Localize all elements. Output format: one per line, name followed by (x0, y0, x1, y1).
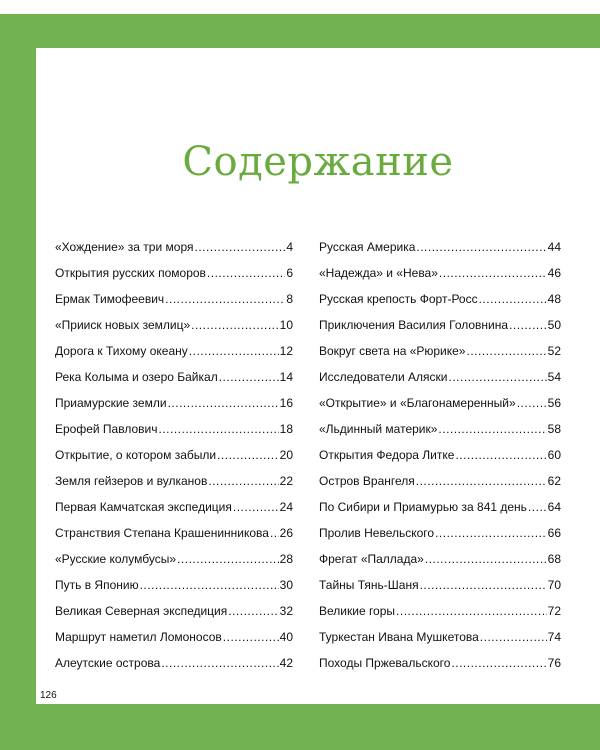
toc-entry[interactable] (319, 240, 561, 266)
toc-dot-leader (208, 474, 278, 488)
toc-entry[interactable] (319, 656, 561, 682)
toc-entry[interactable] (319, 292, 561, 318)
toc-entry[interactable] (319, 266, 561, 292)
toc-entry-page: 42 (279, 656, 293, 670)
toc-entry[interactable] (319, 578, 561, 604)
toc-dot-leader (449, 370, 547, 384)
toc-entry-title: Река Колыма и озеро Байкал (55, 370, 218, 384)
toc-entry-title: Открытия Федора Литке (319, 448, 455, 462)
toc-entry[interactable] (319, 604, 561, 630)
toc-entry-page: 58 (547, 422, 561, 436)
toc-entry-title: Ермак Тимофеевич (55, 292, 165, 306)
toc-entry-page: 72 (547, 604, 561, 618)
toc-entry-title: Туркестан Ивана Мушкетова (319, 630, 479, 644)
toc-dot-leader (528, 500, 547, 514)
toc-entry[interactable] (55, 448, 293, 474)
toc-dot-leader (194, 240, 285, 254)
toc-entry-title: «Льдинный материк» (319, 422, 438, 436)
toc-entry[interactable] (55, 266, 293, 292)
toc-entry[interactable] (319, 318, 561, 344)
toc-entry[interactable] (319, 474, 561, 500)
toc-dot-leader (480, 630, 547, 644)
toc-entry-page: 22 (279, 474, 293, 488)
toc-entry-title: Исследователи Аляски (319, 370, 448, 384)
toc-entry-title: Походы Пржевальского (319, 656, 451, 670)
toc-entry-title: Приамурские земли (55, 396, 167, 410)
toc-dot-leader (439, 266, 547, 280)
toc-entry-page: 68 (547, 552, 561, 566)
toc-dot-leader (168, 396, 279, 410)
toc-column-right (319, 240, 561, 682)
toc-entry[interactable] (319, 552, 561, 578)
page-title: Содержание (182, 139, 454, 185)
toc-entry-page: 18 (279, 422, 293, 436)
toc-entry[interactable] (55, 552, 293, 578)
toc-entry-page: 54 (547, 370, 561, 384)
toc-entry-page: 10 (279, 318, 293, 332)
toc-entry-title: Тайны Тянь-Шаня (319, 578, 419, 592)
toc-entry-page: 48 (547, 292, 561, 306)
toc-entry[interactable] (319, 344, 561, 370)
toc-dot-leader (177, 552, 279, 566)
page-number: 126 (40, 690, 57, 701)
toc-entry-title: По Сибири и Приамурью за 841 день (319, 500, 527, 514)
toc-entry-page: 76 (547, 656, 561, 670)
toc-entry[interactable] (55, 526, 293, 552)
toc-entry-page: 56 (547, 396, 561, 410)
toc-entry[interactable] (319, 500, 561, 526)
toc-entry-page: 66 (547, 526, 561, 540)
toc-entry-title: Русская Америка (319, 240, 416, 254)
toc-entry-page: 60 (547, 448, 561, 462)
toc-dot-leader (228, 604, 278, 618)
toc-dot-leader (479, 292, 547, 306)
toc-entry-title: Странствия Степана Крашенинникова (55, 526, 269, 540)
toc-entry-title: Маршрут наметил Ломоносов (55, 630, 222, 644)
toc-dot-leader (509, 318, 547, 332)
toc-entry-title: Ерофей Павлович (55, 422, 158, 436)
toc-entry-title: Путь в Японию (55, 578, 139, 592)
toc-entry-page: 64 (547, 500, 561, 514)
toc-entry-page: 44 (547, 240, 561, 254)
green-frame-left (0, 14, 36, 704)
toc-entry-page: 32 (279, 604, 293, 618)
toc-entry[interactable] (55, 656, 293, 682)
toc-entry-title: Земля гейзеров и вулканов (55, 474, 208, 488)
toc-entry[interactable] (55, 292, 293, 318)
green-frame-top (0, 14, 600, 48)
toc-entry-page: 8 (286, 292, 293, 306)
toc-entry[interactable] (55, 630, 293, 656)
toc-entry-title: «Надежда» и «Нева» (319, 266, 438, 280)
toc-entry[interactable] (55, 370, 293, 396)
toc-entry[interactable] (55, 344, 293, 370)
toc-dot-leader (435, 526, 547, 540)
toc-entry-page: 16 (279, 396, 293, 410)
toc-entry-title: Русская крепость Форт-Росс (319, 292, 478, 306)
toc-entry[interactable] (55, 604, 293, 630)
toc-entry[interactable] (55, 578, 293, 604)
toc-dot-leader (451, 656, 546, 670)
toc-dot-leader (161, 656, 278, 670)
toc-entry-page: 40 (279, 630, 293, 644)
toc-entry-page: 74 (547, 630, 561, 644)
toc-dot-leader (517, 396, 547, 410)
toc-entry[interactable] (55, 318, 293, 344)
toc-entry-title: «Открытие» и «Благонамеренный» (319, 396, 516, 410)
toc-dot-leader (233, 500, 279, 514)
toc-entry-page: 50 (547, 318, 561, 332)
toc-dot-leader (140, 578, 279, 592)
toc-dot-leader (438, 422, 546, 436)
toc-dot-leader (420, 578, 547, 592)
toc-entry-title: «Прииск новых землиц» (55, 318, 191, 332)
toc-entry-page: 28 (279, 552, 293, 566)
toc-dot-leader (189, 344, 279, 358)
toc-entry[interactable] (55, 500, 293, 526)
toc-dot-leader (416, 240, 546, 254)
toc-entry-page: 20 (279, 448, 293, 462)
toc-dot-leader (165, 292, 285, 306)
toc-entry-title: «Русские колумбусы» (55, 552, 177, 566)
toc-entry-page: 30 (279, 578, 293, 592)
toc-entry-title: Алеутские острова (55, 656, 161, 670)
toc-entry-title: Фрегат «Паллада» (319, 552, 424, 566)
toc-dot-leader (416, 474, 547, 488)
toc-entry-title: Великая Северная экспедиция (55, 604, 228, 618)
toc-dot-leader (219, 370, 279, 384)
toc-entry[interactable] (55, 240, 293, 266)
toc-entry-title: Великие горы (319, 604, 396, 618)
toc-entry[interactable] (319, 422, 561, 448)
toc-dot-leader (223, 630, 279, 644)
toc-entry[interactable] (55, 396, 293, 422)
toc-entry-title: Остров Врангеля (319, 474, 415, 488)
toc-entry-page: 4 (286, 240, 293, 254)
toc-entry[interactable] (55, 422, 293, 448)
toc-entry-title: Пролив Невельского (319, 526, 435, 540)
toc-dot-leader (270, 526, 279, 540)
toc-dot-leader (425, 552, 547, 566)
toc-entry-page: 12 (279, 344, 293, 358)
toc-entry-title: Вокруг света на «Рюрике» (319, 344, 466, 358)
toc-entry-page: 14 (279, 370, 293, 384)
toc-entry-title: Первая Камчатская экспедиция (55, 500, 232, 514)
toc-entry-page: 52 (547, 344, 561, 358)
toc-entry-page: 26 (279, 526, 293, 540)
toc-dot-leader (191, 318, 279, 332)
toc-entry[interactable] (55, 474, 293, 500)
toc-entry-title: Открытия русских поморов (55, 266, 206, 280)
toc-entry-title: «Хождение» за три моря (55, 240, 194, 254)
toc-entry[interactable] (319, 396, 561, 422)
toc-dot-leader (158, 422, 278, 436)
toc-dot-leader (207, 266, 285, 280)
toc-entry-page: 70 (547, 578, 561, 592)
toc-entry-title: Дорога к Тихому океану (55, 344, 188, 358)
toc-entry-page: 46 (547, 266, 561, 280)
toc-entry-page: 24 (279, 500, 293, 514)
toc-entry-page: 62 (547, 474, 561, 488)
toc-entry-title: Открытие, о котором забыли (55, 448, 217, 462)
toc-entry[interactable] (319, 370, 561, 396)
toc-dot-leader (455, 448, 546, 462)
toc-entry-page: 6 (286, 266, 293, 280)
toc-column-left (55, 240, 293, 682)
toc-entry-title: Приключения Василия Головнина (319, 318, 509, 332)
toc-entry[interactable] (319, 630, 561, 656)
green-frame-bottom (0, 704, 600, 750)
toc-dot-leader (217, 448, 279, 462)
toc-entry[interactable] (319, 526, 561, 552)
toc-entry[interactable] (319, 448, 561, 474)
toc-dot-leader (466, 344, 546, 358)
toc-dot-leader (396, 604, 547, 618)
